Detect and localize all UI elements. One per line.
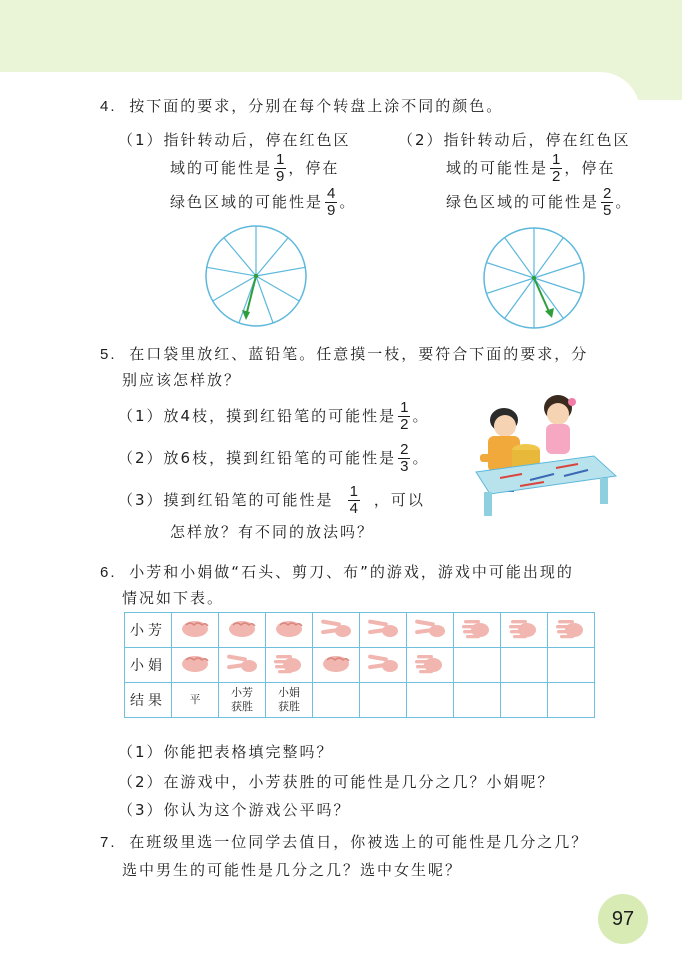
- page-number: 97: [598, 894, 648, 944]
- empty-cell[interactable]: [501, 683, 548, 718]
- q5-sub2: （2）放6枝，摸到红铅笔的可能性是 $\frac{2}{3}$ 。: [118, 441, 430, 475]
- hand-cell: [219, 613, 266, 648]
- fraction-quarter: $\frac{1}{4}$: [349, 483, 358, 517]
- fraction-red-2: $\frac{1}{2}$: [552, 151, 561, 185]
- fraction-red-1: $\frac{1}{9}$: [276, 151, 285, 185]
- hand-cell: [219, 648, 266, 683]
- q4-part1-line2: 域的可能性是 $\frac{1}{9}$ ，停在: [170, 151, 340, 185]
- hand-cell: [172, 613, 219, 648]
- hand-cell: [313, 648, 360, 683]
- q6-sub3: （3）你认为这个游戏公平吗？: [118, 801, 351, 819]
- hand-cell: [172, 648, 219, 683]
- q4-number: 4.: [100, 98, 117, 115]
- scissors-icon: [366, 652, 400, 678]
- scissors-icon: [413, 617, 447, 643]
- hand-cell: [360, 648, 407, 683]
- hand-cell: [266, 648, 313, 683]
- spinner-ten-sectors[interactable]: [482, 226, 586, 330]
- table-row: [125, 648, 595, 683]
- table-row: [125, 683, 595, 718]
- q7-line1: 7. 在班级里选一位同学去值日，你被选上的可能性是几分之几？: [100, 833, 589, 851]
- q5-sub3-line2: 怎样放？有不同的放法吗？: [170, 523, 375, 541]
- paper-icon: [460, 617, 494, 643]
- hand-cell: [407, 648, 454, 683]
- rock-icon: [272, 617, 306, 643]
- rock-icon: [178, 652, 212, 678]
- q5-line1: 5. 在口袋里放红、蓝铅笔。任意摸一枝，要符合下面的要求，分: [100, 345, 589, 363]
- q7-line2: 选中男生的可能性是几分之几？选中女生呢？: [122, 861, 463, 879]
- row-label-fang: 小芳: [125, 613, 172, 648]
- hand-cell: [454, 613, 501, 648]
- table-row: [125, 613, 595, 648]
- row-label-result: 结果: [125, 683, 172, 718]
- hand-cell: [407, 613, 454, 648]
- fraction-half: $\frac{1}{2}$: [400, 399, 409, 433]
- hand-cell: [360, 613, 407, 648]
- q5-sub3: （3）摸到红铅笔的可能性是 $\frac{1}{4}$ ，可以: [118, 483, 425, 517]
- rock-icon: [225, 617, 259, 643]
- result-cell-fang-wins: 小芳 获胜: [219, 683, 266, 718]
- q4-part1-line1: （1）指针转动后，停在红色区: [118, 131, 351, 149]
- empty-cell[interactable]: [548, 648, 595, 683]
- rock-paper-scissors-table: [124, 612, 595, 718]
- empty-cell[interactable]: [360, 683, 407, 718]
- empty-cell[interactable]: [548, 683, 595, 718]
- q4-prompt: 按下面的要求，分别在每个转盘上涂不同的颜色。: [129, 97, 504, 115]
- paper-icon: [507, 617, 541, 643]
- hand-cell: [501, 613, 548, 648]
- empty-cell[interactable]: [454, 648, 501, 683]
- empty-cell[interactable]: [313, 683, 360, 718]
- hand-cell: [266, 613, 313, 648]
- q4-part2-line1: （2）指针转动后，停在红色区: [398, 131, 631, 149]
- scissors-icon: [319, 617, 353, 643]
- header-band: [0, 0, 682, 100]
- q4-part2-line2: 域的可能性是 $\frac{1}{2}$ ，停在: [446, 151, 616, 185]
- hand-cell: [548, 613, 595, 648]
- q5-line2: 别应该怎样放？: [122, 371, 242, 389]
- fraction-green-1: $\frac{4}{9}$: [327, 185, 336, 219]
- paper-icon: [272, 652, 306, 678]
- q5-sub1: （1）放4枝，摸到红铅笔的可能性是 $\frac{1}{2}$ 。: [118, 399, 430, 433]
- empty-cell[interactable]: [407, 683, 454, 718]
- empty-cell[interactable]: [501, 648, 548, 683]
- hand-cell: [313, 613, 360, 648]
- q4-part1-line3: 绿色区域的可能性是 $\frac{4}{9}$ 。: [170, 185, 357, 219]
- q6-line1: 6. 小芳和小娟做“石头、剪刀、布”的游戏，游戏中可能出现的: [100, 563, 574, 581]
- fraction-green-2: $\frac{2}{5}$: [603, 185, 612, 219]
- q6-sub1: （1）你能把表格填完整吗？: [118, 743, 334, 761]
- result-cell-juan-wins: 小娟 获胜: [266, 683, 313, 718]
- q4-part2-line3: 绿色区域的可能性是 $\frac{2}{5}$ 。: [446, 185, 633, 219]
- scissors-icon: [366, 617, 400, 643]
- empty-cell[interactable]: [454, 683, 501, 718]
- q4-header: [100, 96, 503, 117]
- rock-icon: [319, 652, 353, 678]
- result-cell-tie: 平: [172, 683, 219, 718]
- row-label-juan: 小娟: [125, 648, 172, 683]
- rock-icon: [178, 617, 212, 643]
- paper-icon: [554, 617, 588, 643]
- paper-icon: [413, 652, 447, 678]
- children-table-illustration: [460, 394, 620, 518]
- scissors-icon: [225, 652, 259, 678]
- fraction-two-thirds: $\frac{2}{3}$: [400, 441, 409, 475]
- q6-line2: 情况如下表。: [122, 589, 225, 607]
- q6-sub2: （2）在游戏中，小芳获胜的可能性是几分之几？小娟呢？: [118, 773, 555, 791]
- spinner-nine-sectors[interactable]: [204, 224, 308, 328]
